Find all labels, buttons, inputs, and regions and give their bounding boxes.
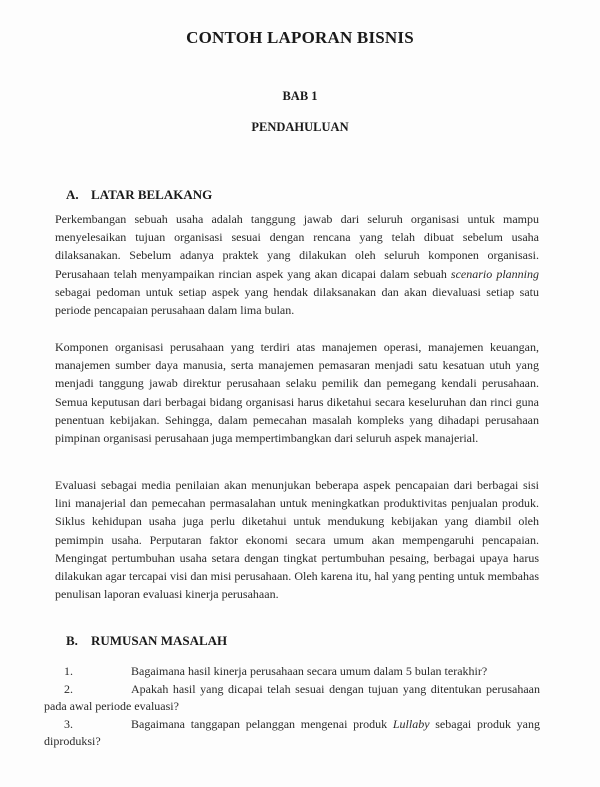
section-heading-latar-belakang [66, 187, 212, 203]
chapter-title: PENDAHULUAN [251, 120, 349, 134]
paragraph-3: Evaluasi sebagai media penilaian akan menunjukan beberapa aspek pencapaian dari berbagai sisi lini manajerial dan pemecahan permasalahan untuk meningkatkan produktivitas penjualan produk. Siklus kehidupan usaha juga perlu diketahui untuk mendukung kebijakan yang diambil oleh pemimpin usaha. Perputaran faktor ekonomi secara umum akan mempengaruhi pencapaian. Mengingat pertumbuhan usaha setara dengan tingkat pertumbuhan pesaing, berbagai upaya harus dilakukan agar tercapai visi dan misi perusahaan. Oleh karena itu, hal yang penting untuk membahas penulisan laporan evaluasi kinerja perusahaan. [55, 478, 539, 602]
italic-product-name: Lullaby [392, 716, 430, 731]
list-item-text [44, 716, 540, 751]
italic-term-scenario-planning: scenario planning [450, 266, 539, 281]
list-item-number: 1. [64, 664, 73, 678]
list-item-text-a: Bagaimana hasil kinerja perusahaan secara umum dalam 5 bulan terakhir? [131, 664, 488, 678]
section-title: LATAR BELAKANG [91, 187, 213, 202]
list-item-text-b: sebagai produk yang diproduksi? [44, 716, 540, 748]
paragraph-2: Komponen organisasi perusahaan yang terdiri atas manajemen operasi, manajemen keuangan, manajemen sumber daya manusia, serta manajemen pemasaran menjadi satu kesatuan utuh yang menjadi tanggung jawab direktur perusahaan selaku pemilik dan pemegang kendali perusahaan. Semua keputusan dari berbagai bidang organisasi harus diketahui secara keseluruhan dan rinci guna penentuan kebijakan. Sehingga, dalam pemecahan masalah kompleks yang dihadapi perusahaan pimpinan organisasi perusahaan juga mempertimbangkan dari seluruh aspek manajerial. [55, 340, 539, 446]
paragraph-1-text-b: sebagai pedoman untuk setiap aspek yang hendak dilaksanakan dan akan dievaluasi setiap satu periode pencapaian perusahaan dalam lima bulan. [55, 284, 539, 318]
list-item [66, 663, 540, 681]
list-item-text [66, 663, 540, 681]
paragraph-1 [55, 210, 539, 319]
list-item [44, 681, 540, 716]
document-title: CONTOH LAPORAN BISNIS [186, 28, 414, 47]
chapter-number: BAB 1 [282, 89, 318, 103]
list-item-number: 2. [64, 681, 73, 696]
paragraph-1-text-a: Perkembangan sebuah usaha adalah tanggung jawab dari seluruh organisasi untuk mampu menyelesaikan tujuan organisasi sesuai dengan rencana yang telah dibuat sebelum usaha dilaksanakan. Sebelum adanya praktek yang dilakukan oleh seluruh komponen organisasi. Perusahaan telah menyampaikan rincian aspek yang akan dicapai dalam sebuah [55, 212, 539, 281]
list-item-text-a: Apakah hasil yang dicapai telah sesuai dengan tujuan yang ditentukan perusahaan pada awal periode evaluasi? [44, 681, 540, 713]
list-item [44, 716, 540, 751]
problem-list [44, 663, 540, 751]
section-number: B. [66, 633, 78, 648]
list-item-text-a: Bagaimana tanggapan pelanggan mengenai produk [131, 716, 393, 731]
list-item-number: 3. [64, 716, 73, 731]
section-heading-rumusan-masalah [66, 633, 227, 649]
list-item-text [44, 681, 540, 716]
section-title: RUMUSAN MASALAH [91, 633, 228, 648]
section-number: A. [66, 187, 79, 202]
